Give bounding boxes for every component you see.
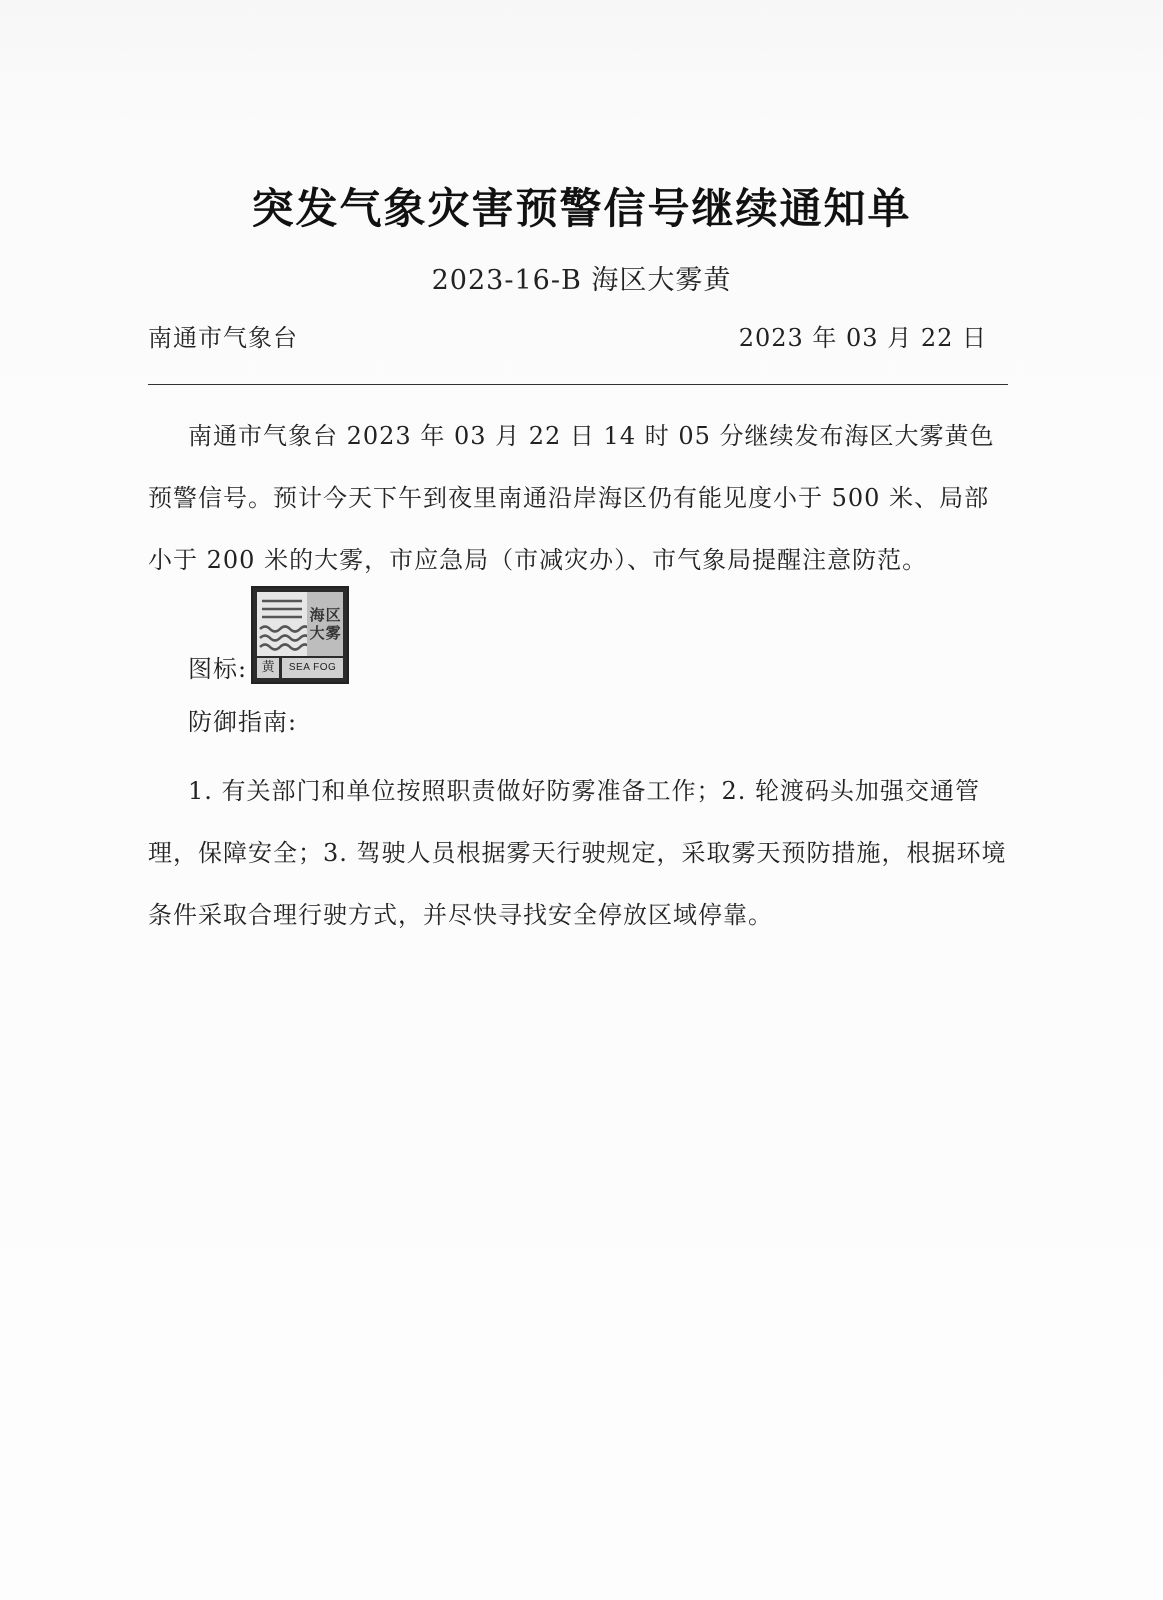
document-title: 突发气象灾害预警信号继续通知单: [251, 184, 912, 233]
icon-char: 大: [309, 624, 325, 642]
header-divider: [148, 384, 1008, 385]
icon-label: 图标:: [188, 655, 248, 683]
warning-code: 2023-16-B 海区大雾黄: [431, 265, 732, 296]
icon-char: 雾: [325, 624, 341, 642]
fog-icon-text: [307, 592, 343, 656]
sea-fog-english-label: SEA FOG: [282, 658, 343, 678]
icon-char: 海: [309, 606, 325, 624]
defense-guide-heading: 防御指南:: [188, 708, 298, 736]
defense-guide-text: 1. 有关部门和单位按照职责做好防雾准备工作；2. 轮渡码头加强交通管理，保障安全；3. 驾驶人员根据雾天行驶规定，采取雾天预防措施，根据环境条件采取合理行驶方式，并尽快寻找安全停放区域停靠。: [148, 777, 1007, 929]
notice-body-paragraph: 南通市气象台 2023 年 03 月 22 日 14 时 05 分继续发布海区大雾黄色预警信号。预计今天下午到夜里南通沿岸海区仍有能见度小于 500 米、局部小于 200 米的大雾，市应急局（市减灾办）、市气象局提醒注意防范。: [148, 422, 995, 574]
fog-waves-icon: [257, 592, 307, 656]
fog-icon-top: [257, 592, 343, 656]
sea-fog-warning-icon: [251, 586, 349, 684]
icon-char: 区: [325, 606, 341, 624]
icon-row: [188, 586, 349, 684]
issue-date: 2023 年 03 月 22 日: [738, 324, 987, 352]
fog-icon-bottom: [257, 658, 343, 678]
issuer-name: 南通市气象台: [148, 324, 298, 352]
warning-level-label: 黄: [257, 658, 279, 678]
